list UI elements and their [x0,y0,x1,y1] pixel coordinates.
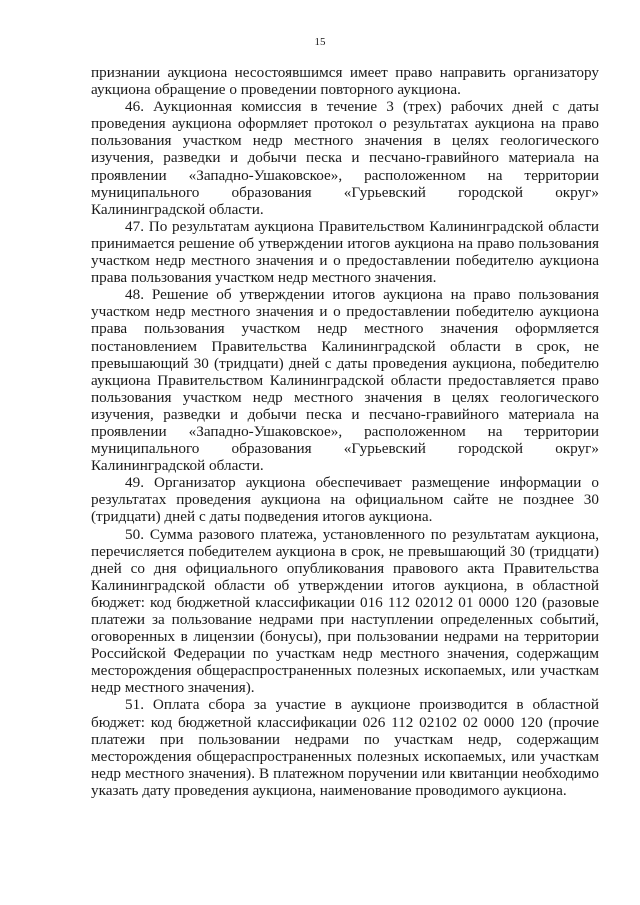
paragraph-continuation: признании аукциона несостоявшимся имеет право направить организатору аукциона обращение о проведении повторного аукциона. [91,64,599,99]
paragraph-51: 51. Оплата сбора за участие в аукционе производится в областной бюджет: код бюджетной классификации 026 112 02102 02 0000 120 (прочие платежи при пользовании недрами по участкам недр, содержащим месторождения общераспространенных полезных ископаемых, или участкам недр местного значения). В платежном поручении или квитанции необходимо указать дату проведения аукциона, наименование проводимого аукциона. [91,696,599,799]
document-body [91,64,599,799]
paragraph-47: 47. По результатам аукциона Правительством Калининградской области принимается решение об утверждении итогов аукциона на право пользования участком недр местного значения и о предоставлении победителю аукциона права пользования участком недр местного значения. [91,217,599,287]
page-number: 15 [314,36,326,48]
paragraph-46: 46. Аукционная комиссия в течение 3 (трех) рабочих дней с даты проведения аукциона оформляет протокол о результатах аукциона на право пользования участком недр местного значения в целях геологического изучения, разведки и добычи песка и песчано-гравийного материала на проявлении «Западно-Ушаковское», расположенном на территории муниципального образования «Гурьевский городской округ» Калининградской области. [91,98,599,218]
paragraph-50: 50. Сумма разового платежа, установленного по результатам аукциона, перечисляется победителем аукциона в срок, не превышающий 30 (тридцати) дней со дня официального опубликования правового акта Правительства Калининградской области об утверждении итогов аукциона, в областной бюджет: код бюджетной классификации 016 112 02012 01 0000 120 (разовые платежи за пользование недрами при наступлении определенных событий, оговоренных в лицензии (бонусы), при пользовании недрами на территории Российской Федерации по участкам недр местного значения, содержащим месторождения общераспространенных полезных ископаемых, или участкам недр местного значения). [91,525,599,697]
paragraph-49: 49. Организатор аукциона обеспечивает размещение информации о результатах проведения аукциона на официальном сайте не позднее 30 (тридцати) дней с даты подведения итогов аукциона. [91,474,599,526]
paragraph-48: 48. Решение об утверждении итогов аукциона на право пользования участком недр местного значения и о предоставлении победителю аукциона права пользования участком недр местного значения оформляется постановлением Правительства Калининградской области в срок, не превышающий 30 (тридцати) дней с даты проведения аукциона, победителю аукциона Правительством Калининградской области предоставляется право пользования участком недр местного значения в целях геологического изучения, разведки и добычи песка и песчано-гравийного материала на проявлении «Западно-Ушаковское», расположенном на территории муниципального образования «Гурьевский городской округ» Калининградской области. [91,286,599,475]
